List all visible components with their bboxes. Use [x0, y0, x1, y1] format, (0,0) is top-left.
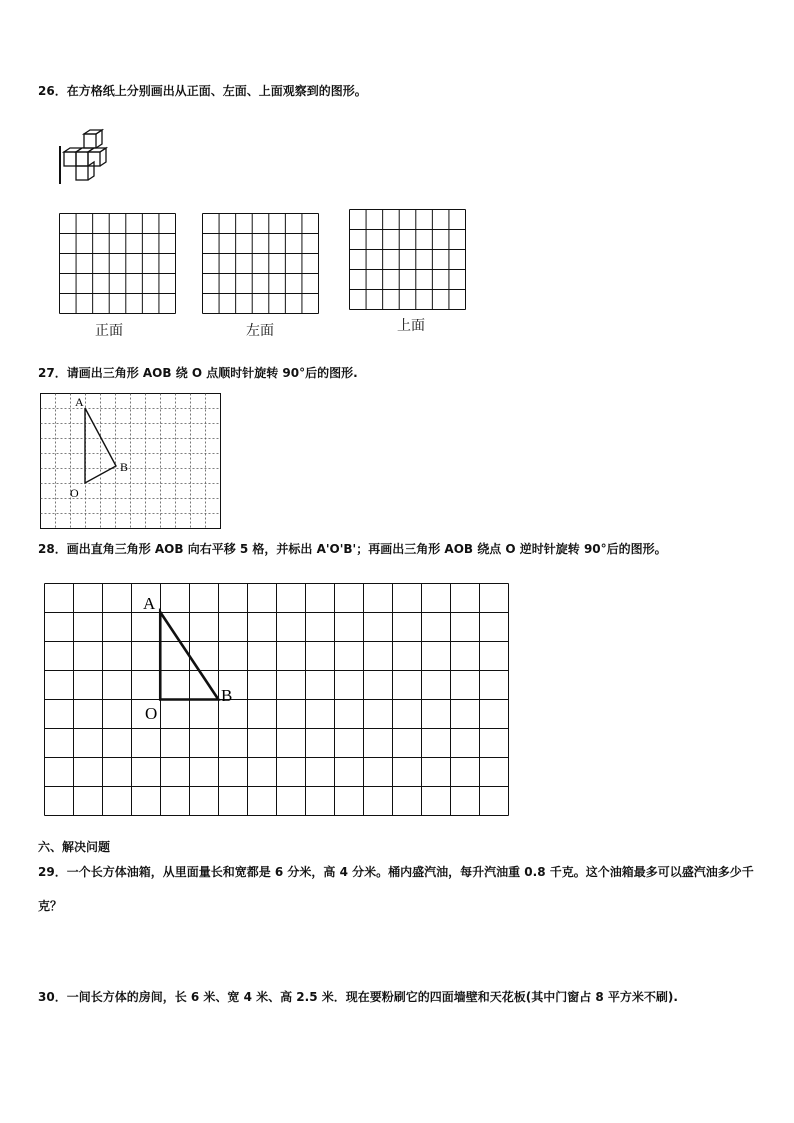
label-left-view: 左面 — [246, 323, 274, 339]
grid-q27 — [40, 393, 221, 529]
point-label-b-q27: B — [120, 460, 129, 474]
point-label-b-q28: B — [221, 686, 233, 705]
question-30-text: 30．一间长方体的房间，长 6 米、宽 4 米、高 2.5 米．现在要粉刷它的四面墙壁和天花板(其中门窗占 8 平方米不刷). — [38, 990, 678, 1004]
grid-top-view — [349, 209, 466, 311]
point-label-a-q27: A — [75, 395, 84, 409]
point-label-o-q27: O — [70, 486, 79, 500]
grid-q28 — [44, 583, 509, 816]
grid-left-view — [202, 213, 319, 315]
question-26-text: 26．在方格纸上分别画出从正面、左面、上面观察到的图形。 — [38, 84, 367, 98]
grid-front-view — [59, 213, 176, 315]
point-label-o-q28: O — [145, 704, 158, 723]
label-top-view: 上面 — [397, 318, 425, 334]
label-front-view: 正面 — [95, 323, 123, 339]
cube-figure — [56, 128, 126, 190]
point-label-a-q28: A — [143, 594, 156, 613]
question-28-text: 28．画出直角三角形 AOB 向右平移 5 格，并标出 A'O'B'；再画出三角形 AOB 绕点 O 逆时针旋转 90°后的图形。 — [38, 542, 667, 556]
question-29-text: 29．一个长方体油箱，从里面量长和宽都是 6 分米，高 4 分米。桶内盛汽油，每升汽油重 0.8 千克。这个油箱最多可以盛汽油多少千克？ — [38, 865, 754, 913]
question-27-text: 27．请画出三角形 AOB 绕 O 点顺时针旋转 90°后的图形. — [38, 366, 358, 380]
section-6-title: 六、解决问题 — [38, 840, 111, 854]
